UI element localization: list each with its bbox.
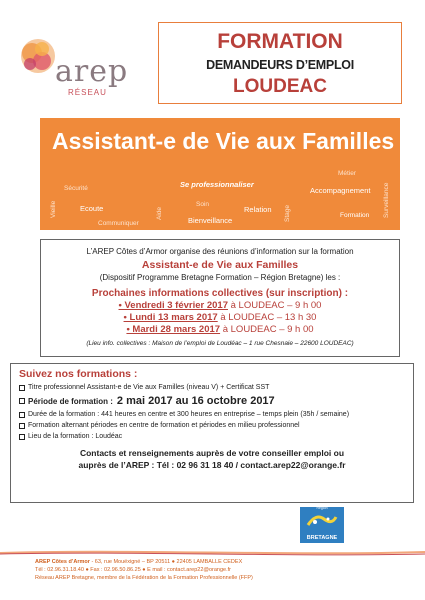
session-date: • Vendredi 3 février 2017 bbox=[118, 300, 228, 311]
session-item bbox=[41, 324, 399, 335]
banner-word-professionnaliser: Se professionnaliser bbox=[180, 180, 254, 189]
alternance-item: Formation alternant périodes en centre de formation et périodes en milieu professionnel bbox=[28, 422, 300, 429]
checkbox-icon bbox=[19, 385, 25, 391]
banner-word-surveillance: Surveillance bbox=[383, 182, 390, 218]
banner-word-formation: Formation bbox=[340, 212, 370, 219]
banner-word-ecoute: Ecoute bbox=[80, 204, 104, 213]
page-title: FORMATION bbox=[217, 30, 343, 53]
info-intro: L’AREP Côtes d’Armor organise des réunions d’information sur la formation bbox=[86, 247, 354, 256]
footer-divider bbox=[0, 549, 425, 556]
banner-title: Assistant-e de Vie aux Familles bbox=[52, 128, 395, 154]
formation-title-item: Titre professionnel Assistant-e de Vie aux Familles (niveau V) + Certificat SST bbox=[28, 384, 270, 391]
logo-subtitle: RÉSEAU bbox=[68, 88, 107, 97]
info-footnote: (Lieu info. collectives : Maison de l’emploi de Loudéac – 1 rue Chesnaie – 22600 LOUDEAC) bbox=[86, 340, 354, 347]
checkbox-icon bbox=[19, 423, 25, 429]
footer-network: Réseau AREP Bretagne, membre de la Fédération de la Formation Professionnelle (FFP) bbox=[35, 575, 253, 581]
banner-word-metier: Métier bbox=[338, 170, 357, 177]
banner-word-aide: Aide bbox=[156, 206, 163, 220]
region-label: Région bbox=[316, 506, 328, 510]
banner-word-stage: Stage bbox=[284, 205, 291, 222]
banner-word-accompagnement: Accompagnement bbox=[310, 186, 371, 195]
session-date: • Mardi 28 mars 2017 bbox=[126, 324, 221, 335]
footer-phone: Tél : 02.96.31.18.40 ● Fax : 02.96.50.86.25 ● E mail : contact.arep22@orange.fr bbox=[35, 567, 231, 573]
footer-address-line bbox=[35, 558, 405, 566]
list-item bbox=[19, 422, 405, 429]
checkbox-icon bbox=[19, 412, 25, 418]
region-name: BRETAGNE bbox=[306, 535, 338, 541]
session-place: à LOUDEAC – 9 h 00 bbox=[228, 300, 322, 311]
session-place: à LOUDEAC – 13 h 30 bbox=[217, 312, 317, 323]
title-box bbox=[158, 22, 402, 104]
formation-box bbox=[10, 363, 414, 503]
arep-logo-mark-icon bbox=[18, 36, 58, 76]
contact-line: Contacts et renseignements auprès de votre conseiller emploi ou bbox=[79, 448, 345, 458]
page-city: LOUDEAC bbox=[233, 76, 327, 97]
list-item bbox=[19, 384, 405, 391]
period-dates: 2 mai 2017 au 16 octobre 2017 bbox=[116, 395, 275, 407]
list-item bbox=[19, 411, 405, 418]
arep-logo bbox=[10, 36, 129, 106]
period-label: Période de formation : bbox=[28, 396, 113, 406]
session-item bbox=[41, 312, 399, 323]
footer bbox=[35, 558, 405, 582]
banner-word-relation: Relation bbox=[244, 205, 272, 214]
session-date: • Lundi 13 mars 2017 bbox=[123, 312, 218, 323]
banner-word-soin: Soin bbox=[196, 201, 210, 208]
info-program: (Dispositif Programme Bretagne Formation – Région Bretagne) les : bbox=[99, 273, 341, 282]
session-item bbox=[41, 300, 399, 311]
info-sessions-box bbox=[40, 239, 400, 357]
region-flag-icon bbox=[306, 511, 338, 529]
checkbox-icon bbox=[19, 434, 25, 440]
checkbox-icon bbox=[19, 398, 25, 404]
list-item bbox=[19, 433, 405, 440]
duration-item: Durée de la formation : 441 heures en centre et 300 heures en entreprise – temps plein (35h / semaine) bbox=[28, 411, 350, 418]
logo-name: arep bbox=[55, 54, 129, 89]
contact-block bbox=[19, 447, 405, 471]
banner-word-bienveillance: Bienveillance bbox=[188, 216, 233, 225]
contact-line: auprès de l’AREP : Tél : 02 96 31 18 40 / contact.arep22@orange.fr bbox=[78, 460, 346, 470]
banner-word-vieille: Vieille bbox=[50, 200, 57, 218]
region-bretagne-logo bbox=[300, 507, 344, 543]
location-item: Lieu de la formation : Loudéac bbox=[28, 433, 123, 440]
banner-word-communiquer: Communiquer bbox=[98, 220, 139, 227]
course-banner bbox=[40, 118, 400, 230]
formation-heading: Suivez nos formations : bbox=[19, 368, 138, 380]
info-heading: Prochaines informations collectives (sur inscription) : bbox=[91, 288, 349, 299]
page-subtitle: DEMANDEURS D’EMPLOI bbox=[206, 58, 354, 72]
list-item bbox=[19, 395, 405, 407]
session-place: à LOUDEAC – 9 h 00 bbox=[220, 324, 314, 335]
footer-org: AREP Côtes d’Armor bbox=[35, 559, 90, 565]
footer-address: - 63, rue Mouëxigné – BP 20511 ● 22405 LAMBALLE CEDEX bbox=[89, 559, 243, 565]
info-course-name: Assistant-e de Vie aux Familles bbox=[141, 259, 299, 271]
banner-word-securite: Sécurité bbox=[64, 185, 88, 192]
